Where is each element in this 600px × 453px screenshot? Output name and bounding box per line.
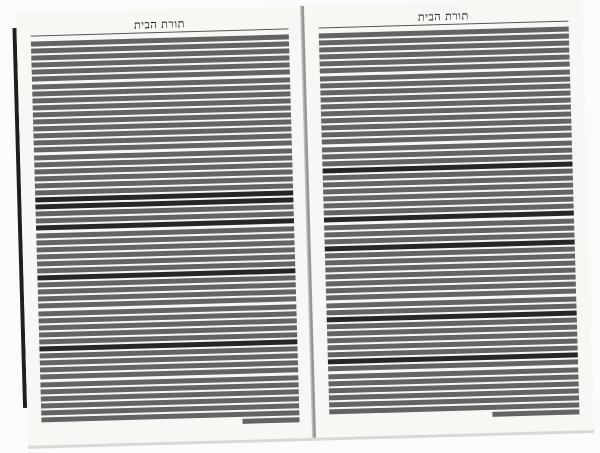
text-line [243, 417, 300, 424]
right-running-head: תורת הבית [417, 9, 469, 24]
left-running-head: תורת הבית [133, 17, 186, 32]
left-text-block [31, 34, 300, 431]
right-page [304, 0, 594, 438]
right-text-block [319, 27, 580, 424]
left-page [16, 6, 314, 446]
text-line [492, 409, 580, 416]
open-book [16, 0, 594, 446]
